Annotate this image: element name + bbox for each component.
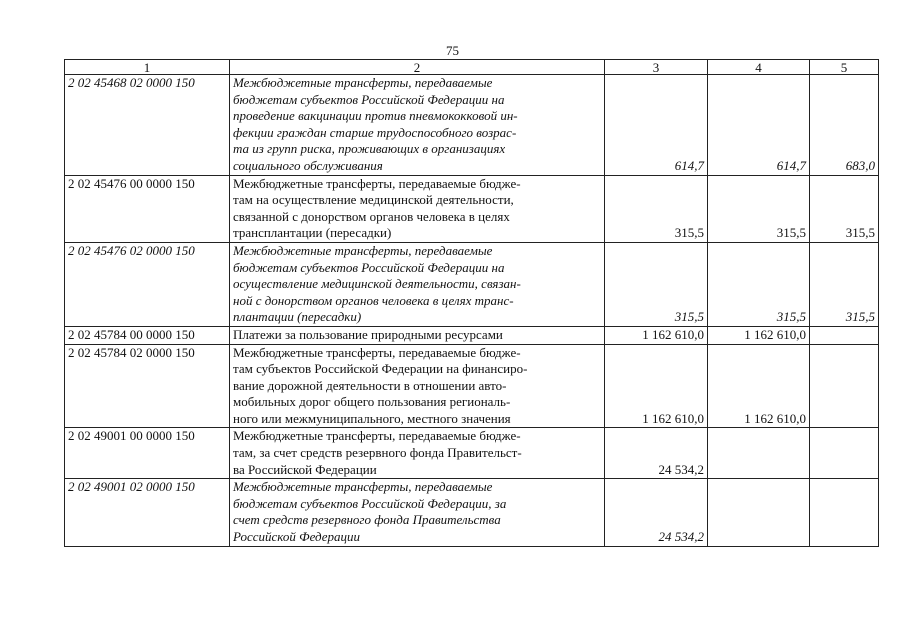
description-line: фекции граждан старше трудоспособного возрас- (233, 124, 517, 140)
description-line: счет средств резервного фонда Правительства (233, 512, 501, 528)
description-line: та из групп риска, проживающих в организациях (233, 141, 506, 157)
amount-cell-col-4 (708, 479, 810, 546)
table-body (65, 75, 879, 547)
description-cell (230, 75, 605, 176)
description-line: бюджетам субъектов Российской Федерации, за (233, 495, 507, 511)
budget-code-cell: 2 02 45476 02 0000 150 (65, 242, 230, 326)
table-row (65, 175, 879, 242)
amount-cell-col-3: 24 534,2 (605, 428, 708, 479)
description-line: Межбюджетные трансферты, передаваемые бюдже- (233, 344, 521, 360)
budget-code-cell: 2 02 49001 02 0000 150 (65, 479, 230, 546)
amount-cell-col-5: 683,0 (810, 75, 879, 176)
description-cell (230, 242, 605, 326)
amount-cell-col-3: 315,5 (605, 242, 708, 326)
description-cell (230, 479, 605, 546)
amount-cell-col-3: 614,7 (605, 75, 708, 176)
description-line: трансплантации (пересадки) (233, 225, 392, 241)
description-line: Платежи за пользование природными ресурсами (233, 326, 503, 342)
amount-cell-col-3: 1 162 610,0 (605, 326, 708, 344)
amount-cell-col-5 (810, 428, 879, 479)
description-line: Российской Федерации (233, 529, 361, 545)
description-line: бюджетам субъектов Российской Федерации на (233, 259, 505, 275)
description-line: там на осуществление медицинской деятельности, (233, 192, 514, 208)
budget-code-cell: 2 02 45784 02 0000 150 (65, 344, 230, 428)
amount-cell-col-4: 1 162 610,0 (708, 344, 810, 428)
description-line: плантации (пересадки) (233, 309, 362, 325)
description-cell (230, 428, 605, 479)
budget-code-cell: 2 02 45468 02 0000 150 (65, 75, 230, 176)
budget-code-cell: 2 02 49001 00 0000 150 (65, 428, 230, 479)
column-header-2: 2 (230, 60, 605, 75)
table-row (65, 428, 879, 479)
amount-cell-col-4 (708, 428, 810, 479)
page-number: 75 (446, 43, 459, 58)
amount-cell-col-3: 315,5 (605, 175, 708, 242)
amount-cell-col-4: 315,5 (708, 175, 810, 242)
amount-cell-col-5 (810, 479, 879, 546)
budget-code-cell: 2 02 45476 00 0000 150 (65, 175, 230, 242)
column-header-1: 1 (65, 60, 230, 75)
description-line: Межбюджетные трансферты, передаваемые (233, 75, 493, 90)
description-line: Межбюджетные трансферты, передаваемые бюдже- (233, 428, 521, 444)
description-line: социального обслуживания (233, 157, 383, 173)
description-line: проведение вакцинации против пневмококковой ин- (233, 108, 518, 124)
description-line: Межбюджетные трансферты, передаваемые (233, 242, 493, 258)
column-header-5: 5 (810, 60, 879, 75)
amount-cell-col-4: 1 162 610,0 (708, 326, 810, 344)
description-line: осуществление медицинской деятельности, связан- (233, 276, 521, 292)
budget-code-cell: 2 02 45784 00 0000 150 (65, 326, 230, 344)
amount-cell-col-3: 1 162 610,0 (605, 344, 708, 428)
header-row (65, 60, 879, 75)
description-line: там, за счет средств резервного фонда Правительст- (233, 445, 522, 461)
amount-cell-col-5: 315,5 (810, 242, 879, 326)
amount-cell-col-4: 614,7 (708, 75, 810, 176)
table-row (65, 75, 879, 176)
description-line: Межбюджетные трансферты, передаваемые (233, 479, 493, 495)
description-cell (230, 344, 605, 428)
amount-cell-col-5: 315,5 (810, 175, 879, 242)
description-line: ного или межмуниципального, местного значения (233, 410, 511, 426)
amount-cell-col-4: 315,5 (708, 242, 810, 326)
column-header-3: 3 (605, 60, 708, 75)
description-line: ва Российской Федерации (233, 461, 377, 477)
description-line: вание дорожной деятельности в отношении авто- (233, 377, 507, 393)
column-header-4: 4 (708, 60, 810, 75)
table-row (65, 242, 879, 326)
description-line: Межбюджетные трансферты, передаваемые бюдже- (233, 175, 521, 191)
budget-table (64, 59, 879, 547)
table-row (65, 479, 879, 546)
description-line: там субъектов Российской Федерации на финансиро- (233, 361, 528, 377)
description-line: связанной с донорством органов человека в целях (233, 208, 510, 224)
description-line: бюджетам субъектов Российской Федерации на (233, 91, 505, 107)
description-line: ной с донорством органов человека в целях транс- (233, 292, 514, 308)
table-row (65, 344, 879, 428)
amount-cell-col-5 (810, 326, 879, 344)
amount-cell-col-3: 24 534,2 (605, 479, 708, 546)
description-cell (230, 326, 605, 344)
description-line: мобильных дорог общего пользования региональ- (233, 394, 511, 410)
table-row (65, 326, 879, 344)
amount-cell-col-5 (810, 344, 879, 428)
description-cell (230, 175, 605, 242)
